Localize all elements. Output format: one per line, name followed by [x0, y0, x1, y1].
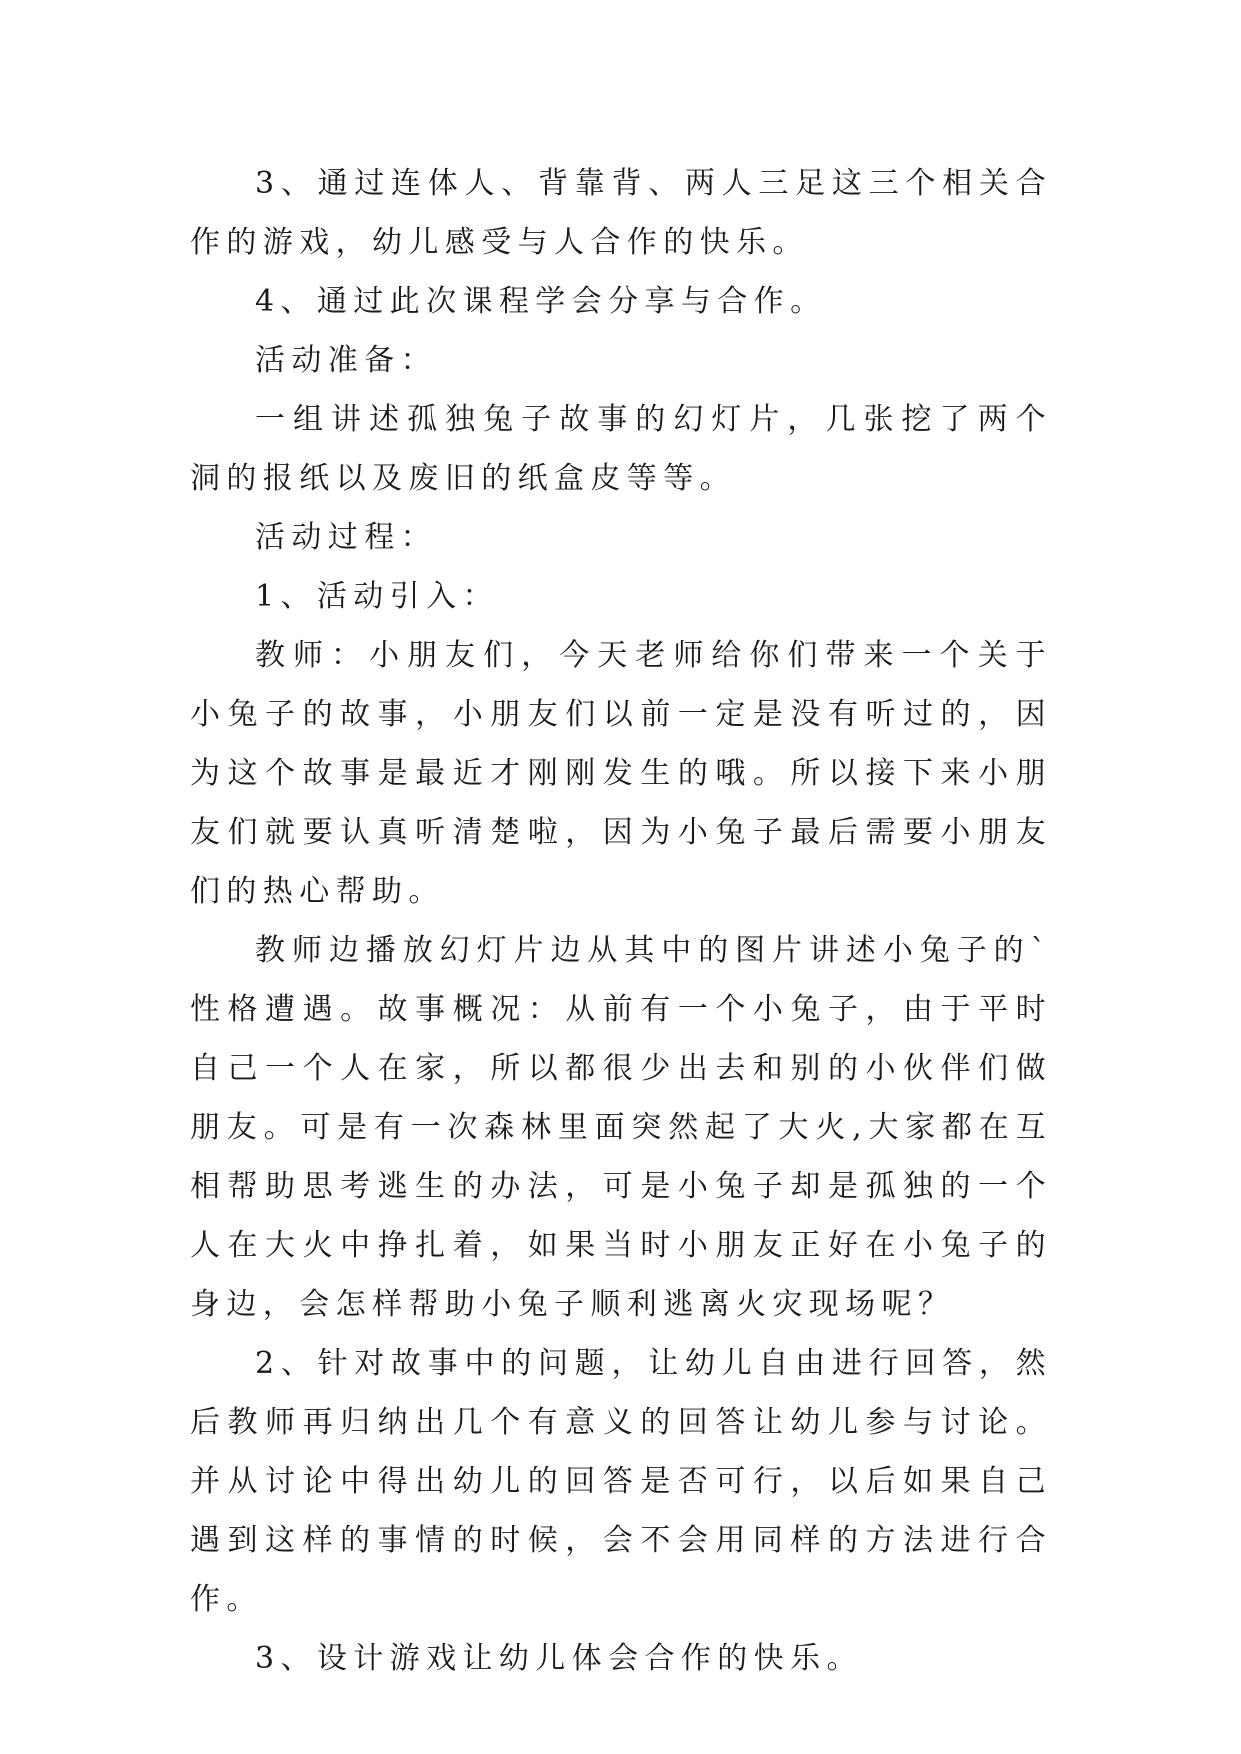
heading-activity-process: 活动过程： — [255, 520, 437, 555]
paragraph-step-2-discussion: 2、针对故事中的问题，让幼儿自由进行回答，然后教师再归纳出几个有意义的回答让幼儿参与讨论。并从讨论中得出幼儿的回答是否可行，以后如果自己遇到这样的事情的时候，会不会用同样的方法进行合作。 — [190, 1346, 1052, 1617]
paragraph-teacher-intro: 教师：小朋友们，今天老师给你们带来一个关于小兔子的故事，小朋友们以前一定是没有听过的，因为这个故事是最近才刚刚发生的哦。所以接下来小朋友们就要认真听清楚啦，因为小兔子最后需要小朋友们的热心帮助。 — [190, 638, 1052, 909]
paragraph-preparation-materials: 一组讲述孤独兔子故事的幻灯片，几张挖了两个洞的报纸以及废旧的纸盒皮等等。 — [190, 402, 1052, 496]
paragraph-goal-4: 4、通过此次课程学会分享与合作。 — [255, 284, 827, 319]
paragraph-step-3-game: 3、设计游戏让幼儿体会合作的快乐。 — [255, 1641, 863, 1676]
document-body — [190, 154, 1052, 1688]
paragraph-goal-3: 3、通过连体人、背靠背、两人三足这三个相关合作的游戏，幼儿感受与人合作的快乐。 — [190, 166, 1052, 260]
heading-step-1-introduction: 1、活动引入： — [255, 579, 499, 614]
paragraph-story-overview: 教师边播放幻灯片边从其中的图片讲述小兔子的`性格遭遇。故事概况：从前有一个小兔子，由于平时自己一个人在家，所以都很少出去和别的小伙伴们做朋友。可是有一次森林里面突然起了大火,大家都在互相帮助思考逃生的办法，可是小兔子却是孤独的一个人在大火中挣扎着，如果当时小朋友正好在小兔子的身边，会怎样帮助小兔子顺利逃离火灾现场呢？ — [190, 933, 1052, 1322]
heading-activity-preparation: 活动准备： — [255, 343, 437, 378]
